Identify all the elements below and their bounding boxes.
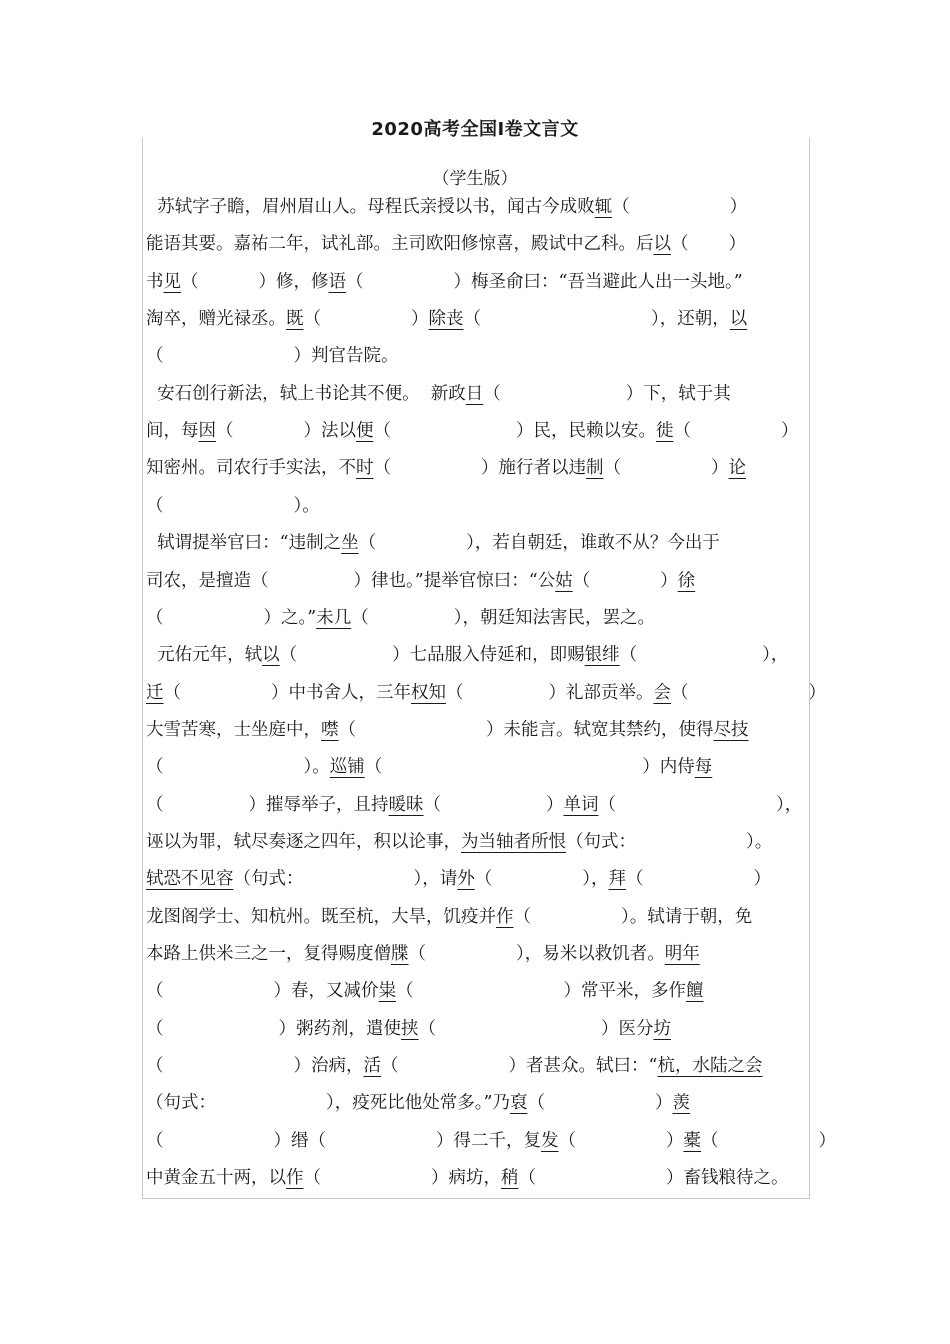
text-segment: 司农，是擅造（ bbox=[146, 570, 269, 591]
text-segment: ）畜钱粮待之。 bbox=[666, 1168, 789, 1189]
text-segment: ） bbox=[660, 570, 678, 591]
text-segment: （ bbox=[146, 794, 164, 815]
key-word: 羡 bbox=[672, 1093, 690, 1114]
key-word: 权知 bbox=[411, 682, 446, 703]
text-segment: （ bbox=[146, 1130, 164, 1151]
text-segment: （ bbox=[671, 682, 689, 703]
text-line bbox=[146, 678, 826, 708]
text-segment: （ bbox=[358, 533, 377, 554]
key-word: 未几 bbox=[316, 607, 352, 628]
text-segment: ）常平米，多作 bbox=[563, 981, 686, 1002]
text-segment: ）施行者以违 bbox=[481, 458, 586, 479]
text-line bbox=[146, 416, 806, 446]
key-word: 作 bbox=[286, 1168, 304, 1189]
text-segment: （ bbox=[146, 607, 164, 628]
key-word: 辄 bbox=[594, 197, 613, 217]
key-word: 因 bbox=[198, 421, 216, 442]
text-segment: （ bbox=[408, 944, 426, 964]
key-word: 每 bbox=[694, 757, 713, 778]
text-line bbox=[146, 379, 806, 409]
text-segment: （ bbox=[463, 309, 481, 330]
text-segment: （ bbox=[527, 1093, 545, 1114]
key-word: 稍 bbox=[501, 1168, 519, 1189]
text-segment: （ bbox=[364, 757, 383, 778]
text-segment: ）礼部贡举。 bbox=[548, 682, 654, 703]
text-segment: 间，每 bbox=[146, 421, 199, 442]
key-word: 作 bbox=[496, 906, 514, 927]
text-segment: （ bbox=[418, 1018, 436, 1039]
text-line bbox=[146, 192, 806, 222]
key-word: 外 bbox=[457, 869, 475, 890]
text-segment: ） bbox=[808, 682, 826, 703]
text-line bbox=[146, 715, 806, 745]
text-segment: ）病坊， bbox=[431, 1168, 501, 1189]
text-segment: （ bbox=[446, 682, 464, 703]
subtitle: （学生版） bbox=[432, 169, 518, 189]
text-segment: 本路上供米三之一，复得赐度僧 bbox=[146, 944, 391, 964]
text-line bbox=[146, 864, 806, 894]
text-line bbox=[146, 491, 806, 521]
text-segment: ）得二千，复 bbox=[436, 1130, 541, 1151]
text-segment: （ bbox=[572, 570, 591, 591]
text-segment: ），朝廷知法害民，罢之。 bbox=[453, 607, 655, 628]
text-segment: ） bbox=[728, 234, 746, 255]
key-word: 噤 bbox=[321, 719, 339, 740]
text-segment: （ bbox=[603, 458, 621, 479]
key-word: 拜 bbox=[608, 869, 626, 890]
text-segment: ） bbox=[654, 1093, 673, 1114]
text-line bbox=[146, 1088, 806, 1118]
text-line bbox=[146, 1014, 806, 1044]
key-word: 以 bbox=[653, 234, 671, 255]
text-segment: （句式： bbox=[233, 869, 304, 890]
text-line bbox=[146, 640, 806, 670]
text-segment: ）法以 bbox=[303, 421, 356, 442]
key-word: 暖昧 bbox=[388, 794, 424, 815]
text-segment: 元佑元年，轼 bbox=[146, 645, 263, 666]
text-segment: ）未能言。轼宽其禁约，使得 bbox=[486, 719, 714, 740]
text-segment: ）下，轼于其 bbox=[625, 383, 731, 404]
text-segment: ）治病， bbox=[293, 1056, 364, 1077]
key-word: 尽技 bbox=[713, 719, 749, 740]
text-segment: ）律也。”提举官惊曰：“公 bbox=[353, 570, 556, 591]
text-line bbox=[146, 453, 806, 483]
text-segment: （ bbox=[619, 645, 638, 666]
key-word: 会 bbox=[653, 682, 671, 703]
key-word: 发 bbox=[541, 1130, 559, 1151]
text-segment: ） bbox=[546, 794, 564, 815]
text-segment: ）摧辱举子，且持 bbox=[248, 794, 389, 815]
text-segment: （ bbox=[146, 1018, 164, 1039]
text-line bbox=[146, 902, 806, 932]
text-segment: ） bbox=[666, 1130, 684, 1151]
text-line bbox=[146, 341, 806, 371]
key-word: 论 bbox=[728, 458, 746, 479]
text-segment: （ bbox=[279, 645, 298, 666]
text-segment: （ bbox=[303, 309, 321, 330]
key-word: 姑 bbox=[555, 570, 573, 591]
text-segment: ）民，民赖以安。 bbox=[516, 421, 656, 442]
key-word: 时 bbox=[356, 458, 374, 479]
text-segment: （ bbox=[181, 271, 199, 292]
text-segment: ）修，修 bbox=[258, 271, 329, 292]
text-segment: （ bbox=[373, 421, 391, 442]
key-word: 坊 bbox=[653, 1018, 671, 1039]
text-segment: ），易米以救饥者。 bbox=[516, 944, 665, 964]
text-segment: 知密州。司农行手实法，不 bbox=[146, 458, 356, 479]
text-segment: （ bbox=[146, 495, 164, 516]
text-segment: （ bbox=[483, 383, 501, 404]
text-segment: （ bbox=[396, 981, 414, 1002]
text-line bbox=[146, 229, 806, 259]
key-word: 饘 bbox=[686, 981, 704, 1002]
text-segment: （ bbox=[351, 607, 369, 628]
text-segment: ）医分 bbox=[601, 1018, 654, 1039]
key-word: 坐 bbox=[341, 533, 359, 554]
text-segment: （ bbox=[373, 458, 391, 479]
text-segment: ），疫死比他处常多。”乃 bbox=[326, 1093, 510, 1114]
key-word: 徐 bbox=[677, 570, 696, 591]
key-word: 以 bbox=[262, 645, 280, 666]
text-segment: ），还朝， bbox=[651, 309, 730, 330]
key-word: 明年 bbox=[664, 944, 700, 964]
text-segment: ）， bbox=[582, 869, 609, 890]
key-word: 以 bbox=[729, 309, 748, 330]
text-segment: （ bbox=[338, 719, 356, 740]
text-segment: 安石创行新法，轼上书论其不便。 新政 bbox=[146, 383, 466, 404]
text-segment: （句式： bbox=[146, 1093, 216, 1114]
text-segment: （ bbox=[146, 346, 164, 367]
text-segment: ）。 bbox=[293, 495, 320, 516]
text-line bbox=[146, 790, 806, 820]
text-segment: ）。轼请于朝，免 bbox=[621, 906, 753, 927]
key-word: 语 bbox=[328, 271, 346, 292]
text-segment: 淘卒，赠光禄丞。 bbox=[146, 309, 286, 330]
text-segment: ）之。” bbox=[263, 607, 317, 628]
text-line bbox=[146, 976, 806, 1006]
text-segment: （ bbox=[626, 869, 644, 890]
text-line bbox=[146, 827, 806, 857]
text-segment: ） bbox=[753, 869, 771, 890]
key-word: 轼恐不见容 bbox=[146, 869, 234, 890]
text-line bbox=[146, 752, 806, 782]
text-segment: ）。 bbox=[303, 757, 330, 778]
text-segment: （ bbox=[163, 682, 181, 703]
text-line bbox=[146, 603, 806, 633]
text-segment: 能语其要。嘉祐二年，试礼部。主司欧阳修惊喜，殿试中乙科。后 bbox=[146, 234, 654, 255]
text-segment: ）者甚众。轼曰：“ bbox=[508, 1056, 658, 1077]
text-segment: （ bbox=[146, 981, 164, 1002]
key-word: 橐 bbox=[683, 1130, 701, 1151]
text-segment: ） bbox=[711, 458, 729, 479]
key-word: 便 bbox=[356, 421, 374, 442]
text-segment: ）粥药剂，遣使 bbox=[278, 1018, 401, 1039]
text-segment: （ bbox=[673, 421, 691, 442]
text-segment: ） bbox=[818, 1130, 836, 1151]
text-segment: （ bbox=[513, 906, 531, 927]
text-segment: ）， bbox=[762, 645, 789, 666]
text-segment: （ bbox=[518, 1168, 536, 1189]
text-segment: ）中书舍人，三年 bbox=[271, 682, 411, 703]
text-segment: ）春，又减价 bbox=[273, 981, 379, 1002]
key-word: 裒 bbox=[509, 1093, 528, 1114]
text-segment: ）。 bbox=[746, 831, 773, 852]
text-line bbox=[146, 267, 806, 297]
key-word: 挟 bbox=[401, 1018, 419, 1039]
text-segment: 中黄金五十两，以 bbox=[146, 1168, 286, 1189]
text-segment: ）， bbox=[776, 794, 803, 815]
text-line bbox=[146, 304, 806, 334]
key-word: 既 bbox=[286, 309, 304, 330]
text-segment: ），请 bbox=[413, 869, 458, 890]
text-line bbox=[146, 939, 806, 969]
key-word: 银绯 bbox=[584, 645, 620, 666]
text-segment: 龙图阁学士、知杭州。既至杭，大旱，饥疫并 bbox=[146, 906, 496, 927]
key-word: 为当轴者所恨 bbox=[461, 831, 566, 852]
key-word: 活 bbox=[363, 1056, 381, 1077]
text-segment: ）七品服入侍延和，即赐 bbox=[392, 645, 585, 666]
text-segment: 大雪苦寒，士坐庭中， bbox=[146, 719, 321, 740]
text-segment: 书 bbox=[146, 271, 164, 292]
key-word: 除丧 bbox=[428, 309, 464, 330]
text-segment: （ bbox=[423, 794, 441, 815]
key-word: 巡铺 bbox=[329, 757, 365, 778]
key-word: 单词 bbox=[563, 794, 599, 815]
text-line bbox=[146, 1126, 836, 1156]
page-title: 2020高考全国Ⅰ卷文言文 bbox=[371, 119, 579, 140]
text-segment: （ bbox=[146, 1056, 164, 1077]
text-segment: ） bbox=[729, 197, 748, 217]
text-segment: （ bbox=[612, 197, 630, 217]
text-segment: ）缗（ bbox=[273, 1130, 326, 1151]
text-segment: 轼谓提举官曰：“违制之 bbox=[146, 533, 342, 554]
key-word: 牒 bbox=[391, 944, 409, 964]
text-segment: 诬以为罪，轼尽奏逐之四年，积以论事， bbox=[146, 831, 461, 852]
text-line bbox=[146, 528, 806, 558]
text-segment: （句式： bbox=[566, 831, 636, 852]
text-segment: （ bbox=[216, 421, 234, 442]
key-word: 杭，水陆之会 bbox=[657, 1056, 763, 1077]
text-segment: ） bbox=[781, 421, 799, 442]
text-line bbox=[146, 566, 806, 596]
text-segment: （ bbox=[146, 757, 164, 778]
text-segment: ） bbox=[411, 309, 429, 330]
text-segment: 苏轼字子瞻，眉州眉山人。母程氏亲授以书，闻古今成败 bbox=[146, 197, 595, 217]
key-word: 迁 bbox=[146, 682, 164, 703]
text-line bbox=[146, 1163, 806, 1193]
text-segment: ）判官告院。 bbox=[293, 346, 399, 367]
key-word: 徙 bbox=[656, 421, 674, 442]
text-line bbox=[146, 1051, 806, 1081]
text-segment: （ bbox=[474, 869, 493, 890]
text-segment: （ bbox=[671, 234, 689, 255]
text-segment: ），若自朝廷，谁敢不从？今出于 bbox=[466, 533, 720, 554]
key-word: 日 bbox=[465, 383, 484, 404]
text-segment: ）内侍 bbox=[642, 757, 695, 778]
key-word: 制 bbox=[586, 458, 604, 479]
text-segment: （ bbox=[381, 1056, 399, 1077]
text-segment: （ bbox=[303, 1168, 321, 1189]
text-segment: ）梅圣俞曰：“吾当避此人出一头地。” bbox=[453, 271, 743, 292]
key-word: 粜 bbox=[378, 981, 396, 1002]
text-segment: （ bbox=[558, 1130, 576, 1151]
text-segment: （ bbox=[598, 794, 616, 815]
key-word: 见 bbox=[163, 271, 181, 292]
text-segment: （ bbox=[701, 1130, 719, 1151]
text-segment: （ bbox=[346, 271, 364, 292]
